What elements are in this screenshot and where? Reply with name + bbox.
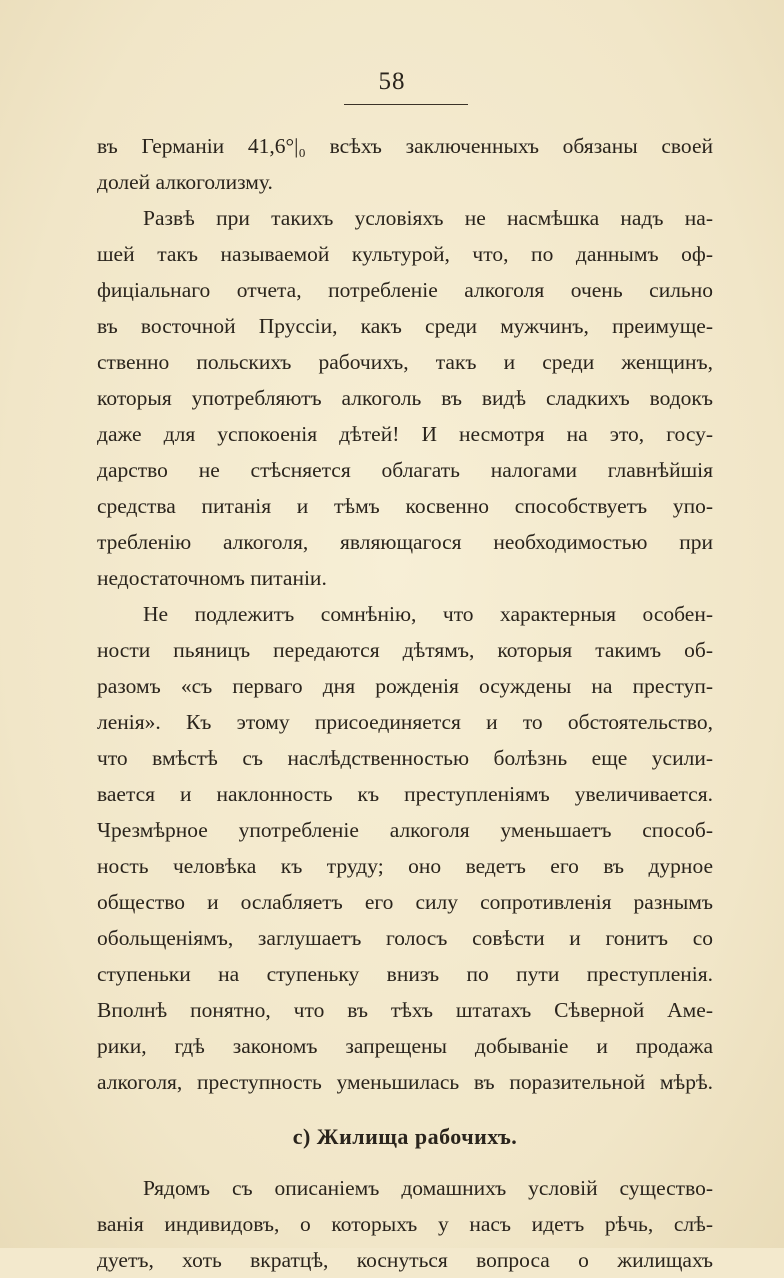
page-number: 58	[378, 68, 406, 95]
text-line: средства питанiя и тѣмъ косвенно способствуетъ упо-	[97, 494, 713, 518]
text-line: ственно польскихъ рабочихъ, такъ и среди женщинъ,	[97, 350, 713, 374]
text-line: дарство не стѣсняется облагать налогами главнѣйшiя	[97, 458, 713, 482]
text-line: ступеньки на ступеньку внизъ по пути преступленiя.	[97, 962, 713, 986]
text-line: фицiальнаго отчета, потребленiе алкоголя очень сильно	[97, 278, 713, 302]
text-line: требленiю алкоголя, являющагося необходимостью при	[97, 530, 713, 554]
text-line: обольщенiямъ, заглушаетъ голосъ совѣсти и гонитъ со	[97, 926, 713, 950]
section-heading: c) Жилища рабочихъ.	[292, 1124, 518, 1149]
text-line: ность человѣка къ труду; оно ведетъ его въ дурное	[97, 854, 713, 878]
text-line: дуетъ, хоть вкратцѣ, коснуться вопроса о жилищахъ	[97, 1248, 713, 1272]
body-text	[97, 128, 713, 1278]
text-line: ленiя». Къ этому присоединяется и то обстоятельство,	[97, 710, 713, 734]
text-line: рики, гдѣ закономъ запрещены добыванiе и продажа	[97, 1034, 713, 1058]
text-line: шей такъ называемой культурой, что, по даннымъ оф-	[97, 242, 713, 266]
text-line: даже для успокоенiя дѣтей! И несмотря на это, госу-	[97, 422, 713, 446]
text-line: Не подлежитъ сомнѣнiю, что характерныя особен-	[143, 602, 713, 626]
text-line: разомъ «съ перваго дня рожденiя осуждены на преступ-	[97, 674, 713, 698]
text-line: Чрезмѣрное употребленiе алкоголя уменьшаетъ способ-	[97, 818, 713, 842]
text-line: вается и наклонность къ преступленiямъ увеличивается.	[97, 782, 713, 806]
text-line: долей алкоголизму.	[97, 170, 273, 194]
text-line: ности пьяницъ передаются дѣтямъ, которыя такимъ об-	[97, 638, 713, 662]
text-line: Вполнѣ понятно, что въ тѣхъ штатахъ Сѣверной Аме-	[97, 998, 713, 1022]
paragraph-4	[97, 1170, 713, 1278]
text-line: Рядомъ съ описанiемъ домашнихъ условiй существо-	[143, 1176, 713, 1200]
paragraph-3	[97, 596, 713, 1100]
page-number-rule	[344, 104, 468, 105]
text-line: ванiя индивидовъ, о которыхъ у насъ идетъ рѣчь, слѣ-	[97, 1212, 713, 1236]
text-line: Развѣ при такихъ условiяхъ не насмѣшка надъ на-	[143, 206, 713, 230]
text-line: недостаточномъ питанiи.	[97, 566, 327, 590]
text-line: общество и ослабляетъ его силу сопротивленiя разнымъ	[97, 890, 713, 914]
text-line: въ Германiи 41,6°|₀ всѣхъ заключенныхъ обязаны своей	[97, 134, 713, 158]
text-line: въ восточной Пруссiи, какъ среди мужчинъ, преимуще-	[97, 314, 713, 338]
text-line: алкоголя, преступность уменьшилась въ поразительной мѣрѣ.	[97, 1070, 713, 1094]
text-line: что вмѣстѣ съ наслѣдственностью болѣзнь еще усили-	[97, 746, 713, 770]
paragraph-1	[97, 128, 713, 200]
paragraph-2	[97, 200, 713, 596]
text-line: которыя употребляютъ алкоголь въ видѣ сладкихъ водокъ	[97, 386, 713, 410]
